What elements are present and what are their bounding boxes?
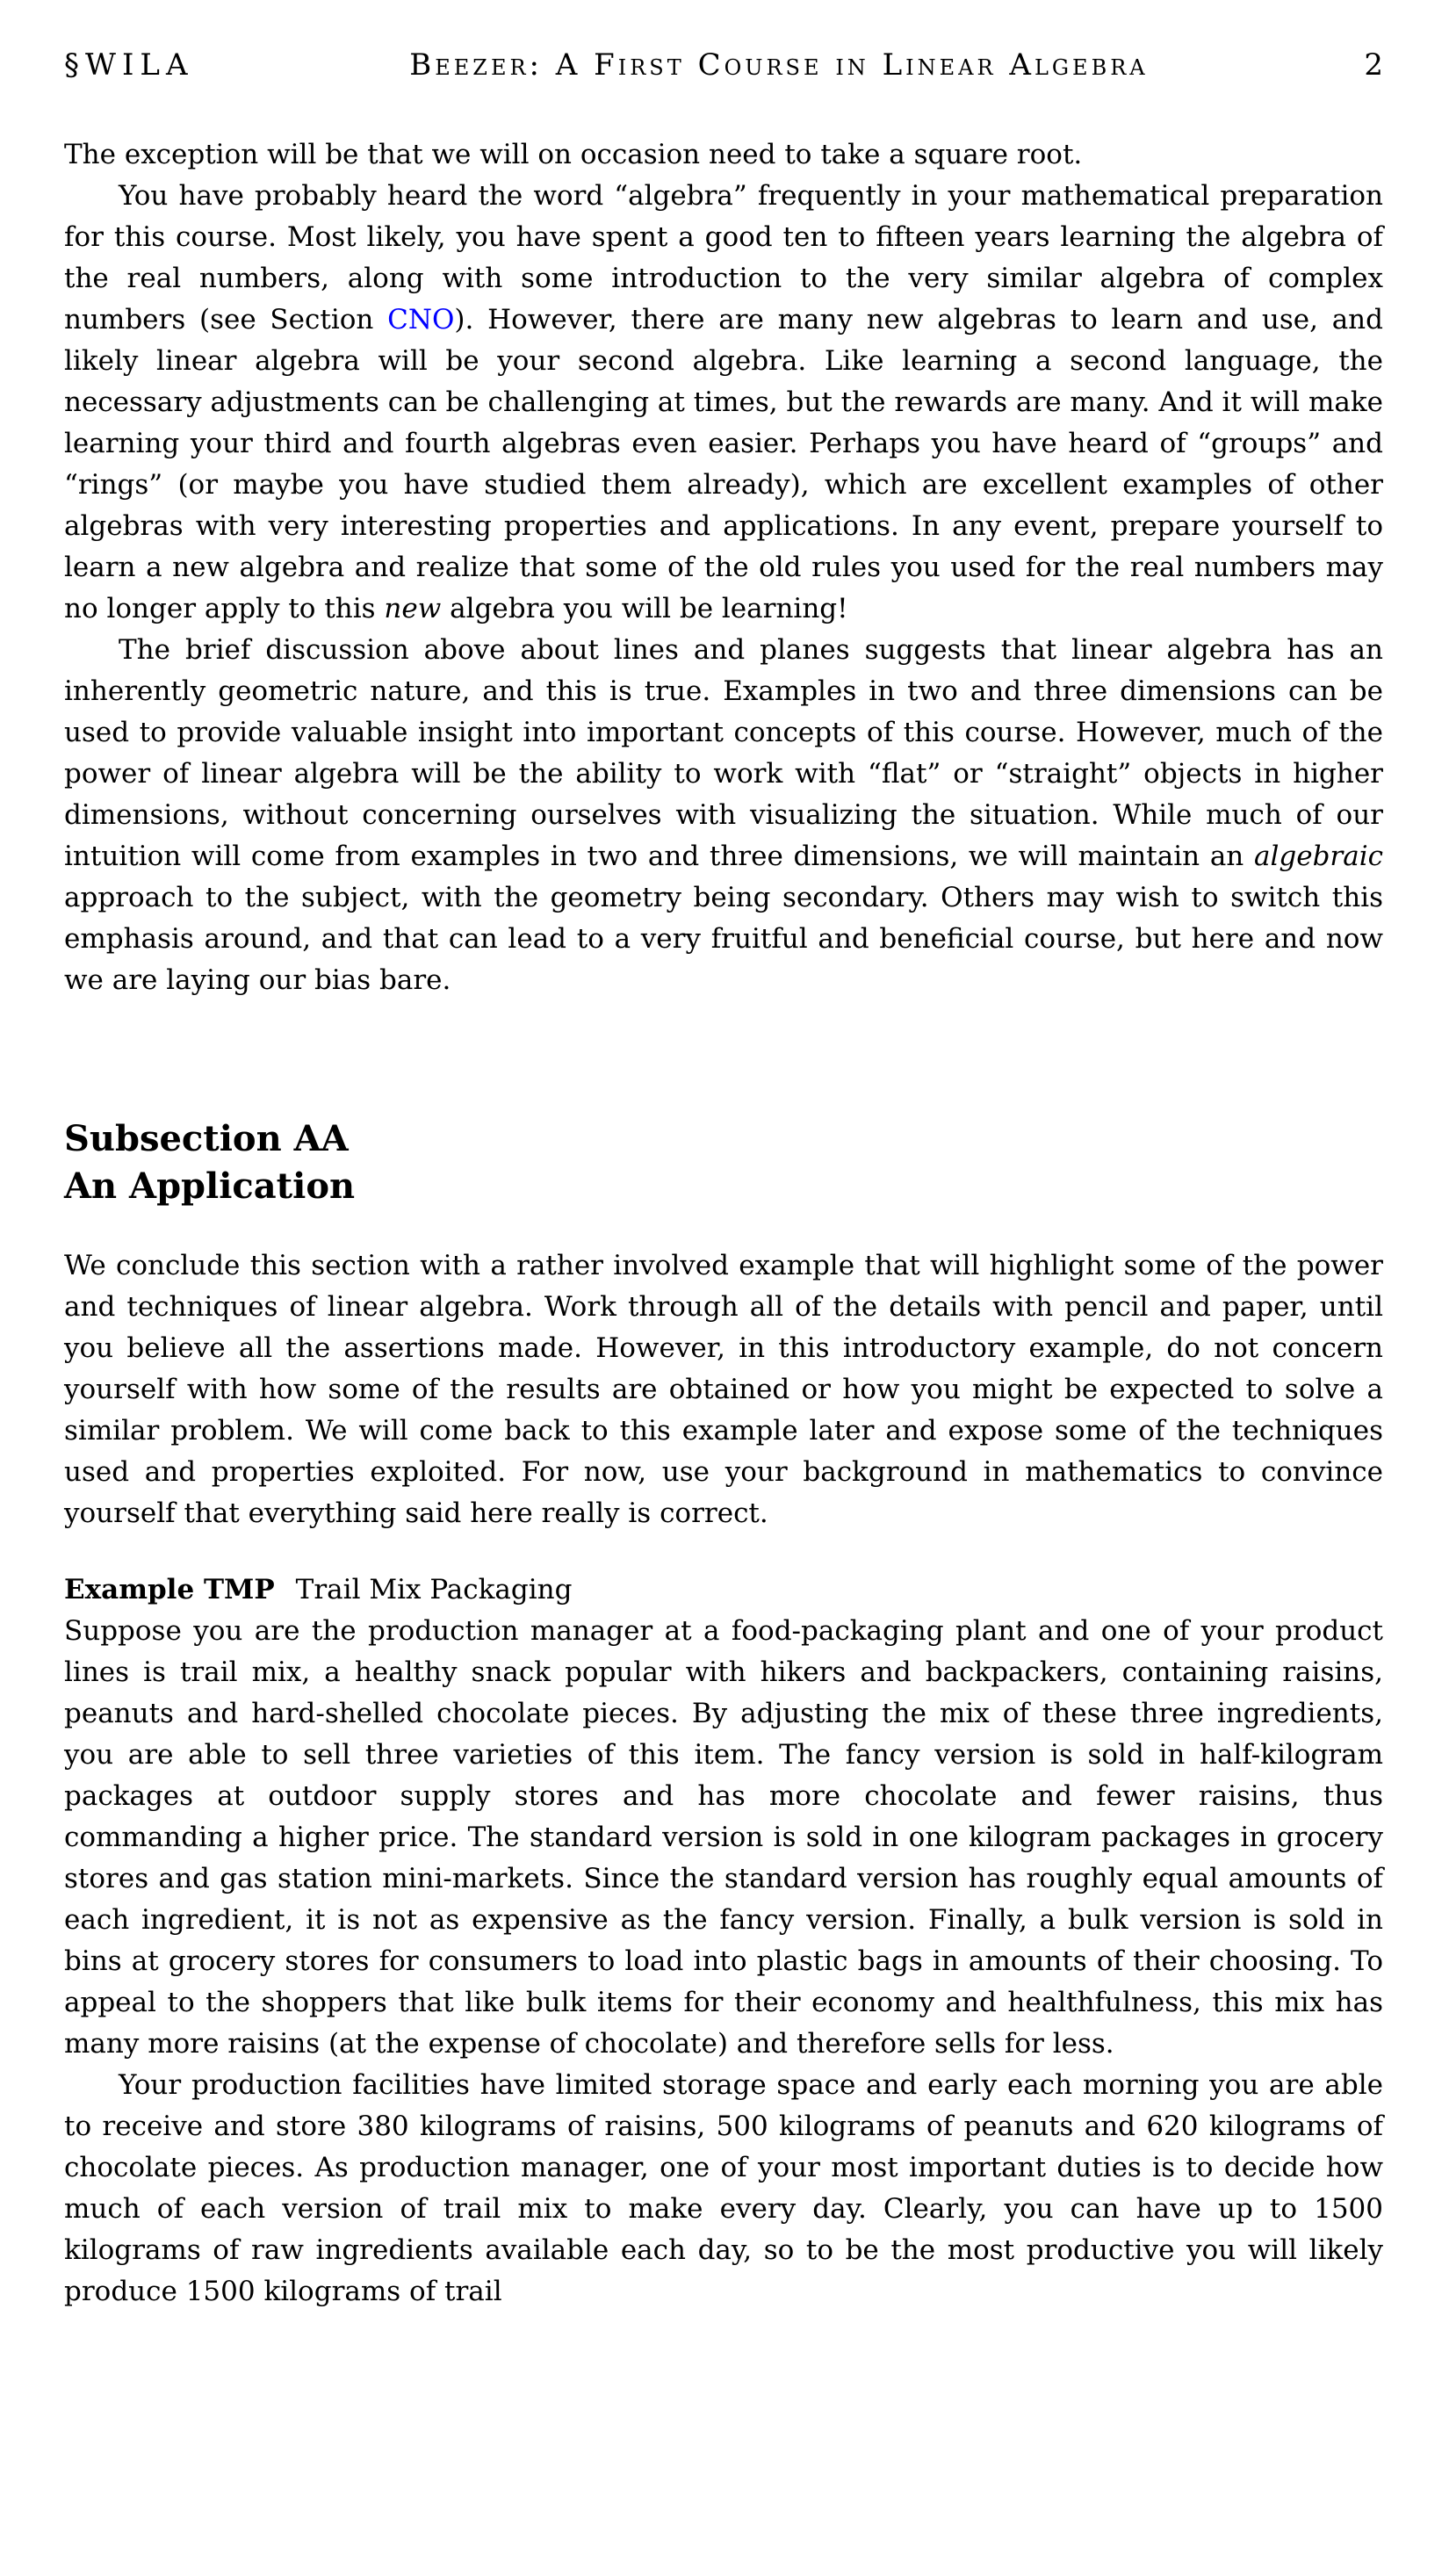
subsection-id: Subsection AA (64, 1118, 349, 1159)
example-label: Example TMP (64, 1574, 275, 1605)
page-header (64, 46, 1383, 84)
paragraph-production-facilities (64, 2065, 1383, 2313)
text-run: The exception will be that we will on occasion need to take a square root. (64, 139, 1083, 170)
emphasized-text: algebraic (1253, 841, 1383, 872)
paragraph-we-conclude (64, 1245, 1383, 1534)
running-title: Beezer: A First Course in Linear Algebra (409, 47, 1149, 83)
text-run: Your production facilities have limited storage space and early each morning you are able to receive and store 380 kilograms of raisins, 500 kilograms of peanuts and 620 kilograms of chocolate pieces. As production manager, one of your most important duties is to decide how much of each version of trail mix to make every day. Clearly, you can have up to 1500 kilograms of raw ingredients available each day, so to be the most productive you will likely produce 1500 kilograms of trail (64, 2069, 1383, 2307)
example-heading (64, 1569, 1383, 1611)
paragraph-trail-mix (64, 1611, 1383, 2065)
section-link-cno[interactable]: CNO (387, 304, 455, 336)
paragraph-geometric-nature (64, 630, 1383, 1001)
text-run: We conclude this section with a rather involved example that will highlight some of the power and techniques of linear algebra. Work through all of the details with pencil and paper, until you believe all the assertions made. However, in this introductory example, do not concern yourself with how some of the results are obtained or how you might be expected to solve a similar problem. We will come back to this example later and expose some of the techniques used and properties exploited. For now, use your background in mathematics to convince yourself that everything said here really is correct. (64, 1250, 1383, 1529)
emphasized-text: new (384, 593, 442, 624)
section-reference: §WILA (64, 47, 194, 83)
subsection-heading (64, 1115, 1383, 1210)
text-run: The brief discussion above about lines and planes suggests that linear algebra has an inherently geometric nature, and this is true. Examples in two and three dimensions can be used to provide valuable insight into important concepts of this course. However, much of the power of linear algebra will be the ability to work with “flat” or “straight” objects in higher dimensions, without concerning ourselves with visualizing the situation. While much of our intuition will come from examples in two and three dimensions, we will maintain an (64, 634, 1383, 872)
text-run: approach to the subject, with the geometry being secondary. Others may wish to switch this emphasis around, and that can lead to a very fruitful and beneficial course, but here and now we are laying our bias bare. (64, 882, 1383, 996)
text-run: Suppose you are the production manager at a food-packaging plant and one of your product lines is trail mix, a healthy snack popular with hikers and backpackers, containing raisins, peanuts and hard-shelled chocolate pieces. By adjusting the mix of these three ingredients, you are able to sell three varieties of this item. The fancy version is sold in half-kilogram packages at outdoor supply stores and has more chocolate and fewer raisins, thus commanding a higher price. The standard version is sold in one kilogram packages in grocery stores and gas station mini-markets. Since the standard version has roughly equal amounts of each ingredient, it is not as expensive as the fancy version. Finally, a bulk version is sold in bins at grocery stores for consumers to load into plastic bags in amounts of their choosing. To appeal to the shoppers that like bulk items for their economy and healthfulness, this mix has many more raisins (at the expense of chocolate) and therefore sells for less. (64, 1615, 1383, 2060)
paragraph-square-root (64, 134, 1383, 176)
text-run: ). However, there are many new algebras to learn and use, and likely linear algebra will be your second algebra. Like learning a second language, the necessary adjustments can be challenging at times, but the rewards are many. And it will make learning your third and fourth algebras even easier. Perhaps you have heard of “groups” and “rings” (or maybe you have studied them already), which are excellent examples of other algebras with very interesting properties and applications. In any event, prepare yourself to learn a new algebra and realize that some of the old rules you used for the real numbers may no longer apply to this (64, 304, 1383, 624)
paragraph-algebra-word (64, 176, 1383, 630)
page-number: 2 (1364, 47, 1383, 83)
text-run: algebra you will be learning! (441, 593, 848, 624)
example-title: Trail Mix Packaging (295, 1574, 573, 1605)
text-run: You have probably heard the word “algebra” frequently in your mathematical preparation for this course. Most likely, you have spent a good ten to fifteen years learning the algebra of the real numbers, along with some introduction to the very similar algebra of complex numbers (see Section (64, 180, 1383, 336)
subsection-title: An Application (64, 1165, 356, 1207)
